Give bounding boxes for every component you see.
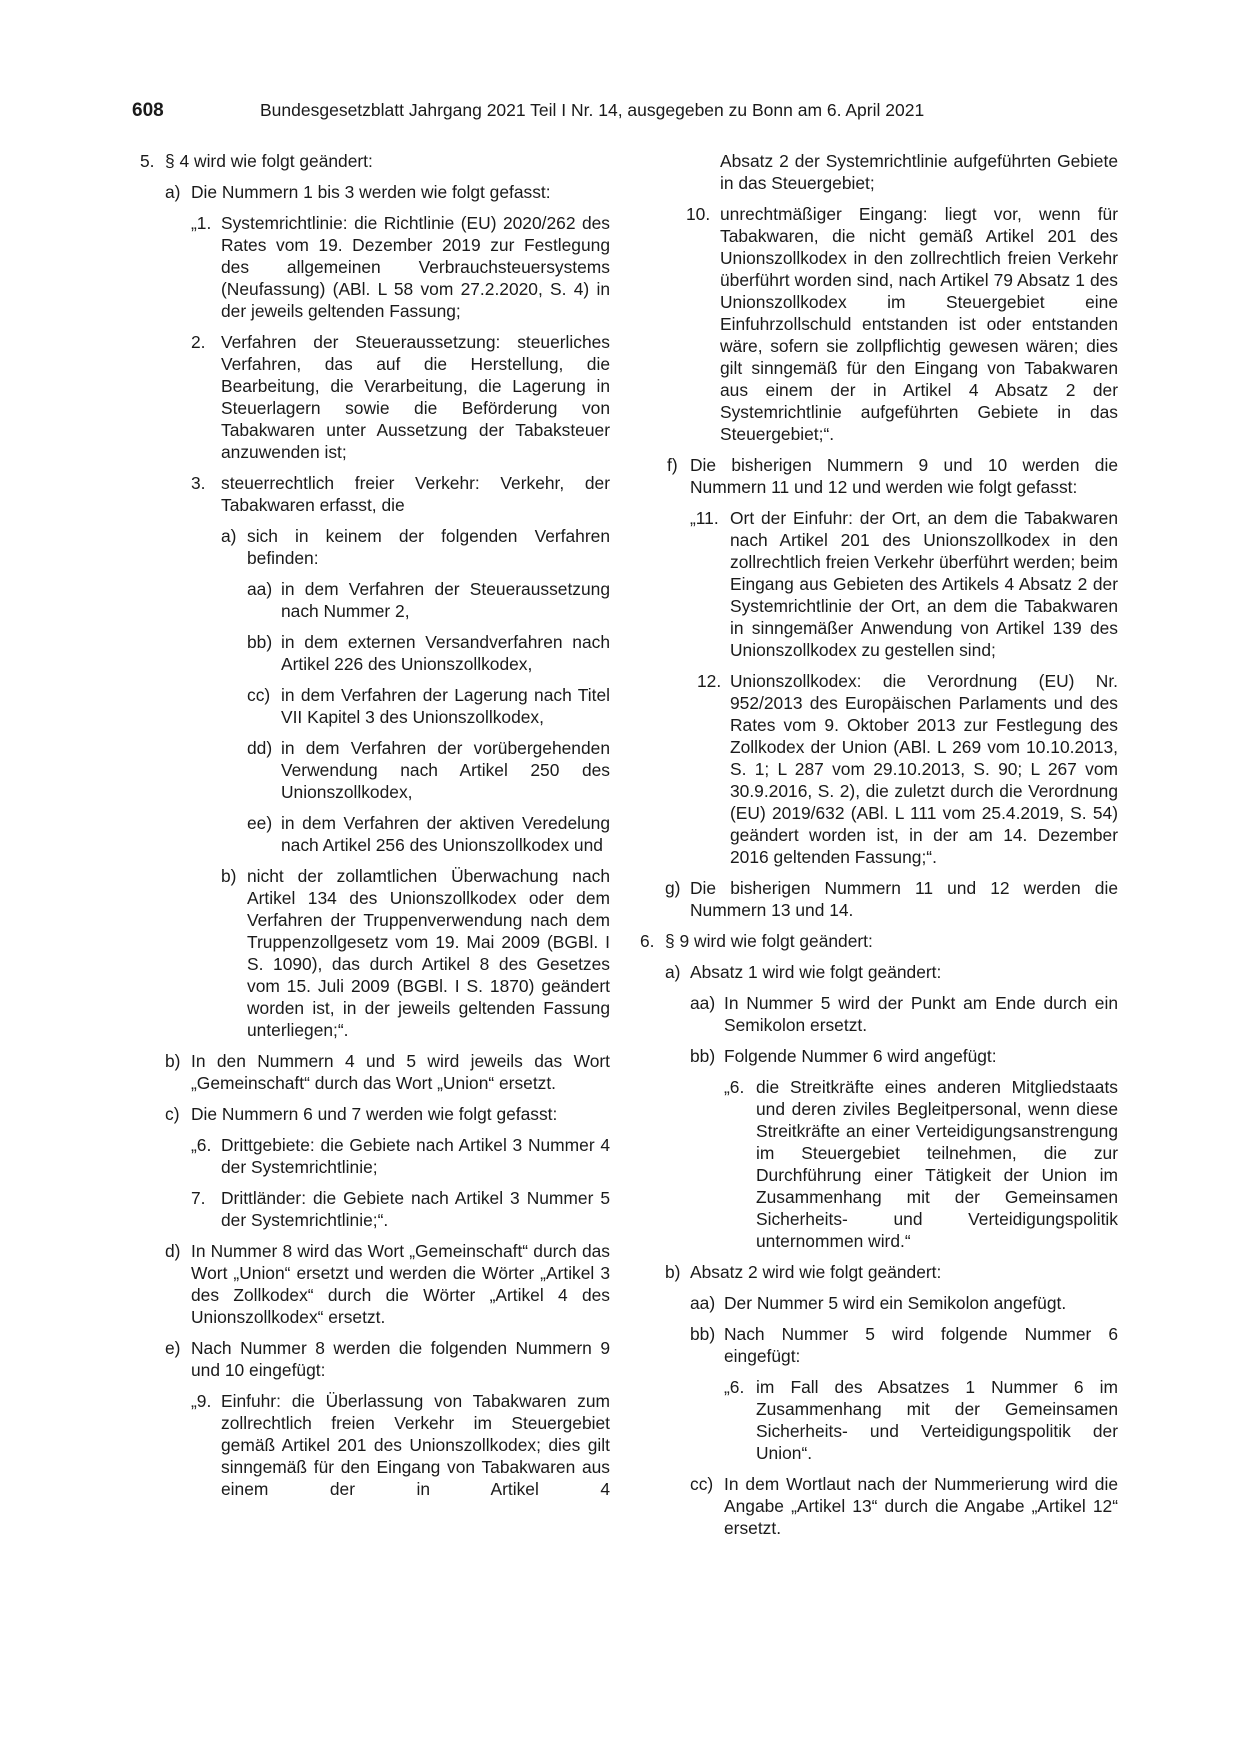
item-text: Nach Nummer 5 wird folgende Nummer 6 eingefügt: [724,1324,1118,1366]
list-item [140,578,610,622]
item-label: f) [667,455,678,475]
item-label: 6. [640,931,655,951]
item-text: in dem Verfahren der aktiven Veredelung nach Artikel 256 des Unionszollkodex und [281,813,610,855]
list-item [140,1134,610,1178]
item-label: b) [665,1262,681,1282]
item-text: in dem Verfahren der Steueraussetzung nach Nummer 2, [281,579,610,621]
item-text: § 9 wird wie folgt geändert: [665,931,873,951]
item-label: g) [665,878,681,898]
list-item [140,865,610,1041]
list-item [140,812,610,856]
item-label: cc) [247,685,271,705]
item-label: aa) [247,579,273,599]
item-text: Ort der Einfuhr: der Ort, an dem die Tabakwaren nach Artikel 201 des Unionszollkodex in den zollrechtlich freien Verkehr überführt werden; beim Eingang aus Gebieten des Artikels 4 Absatz 2 der Systemrichtlinie der Ort, an dem die Tabakwaren in sinngemäßer Anwendung von Artikel 139 des Unionszollkodex zu gestellen sind; [730,508,1118,660]
page-header [132,100,1110,126]
item-label: „1. [191,213,212,233]
list-item [140,525,610,569]
list-item [140,1337,610,1381]
list-item [646,1045,1118,1067]
item-text: In den Nummern 4 und 5 wird jeweils das Wort „Gemeinschaft“ durch das Wort „Union“ ersetzt. [191,1051,610,1093]
item-label: b) [221,866,237,886]
list-item [140,684,610,728]
list-item [646,877,1118,921]
item-text: in dem externen Versandverfahren nach Artikel 226 des Unionszollkodex, [281,632,610,674]
item-label: bb) [690,1324,716,1344]
item-text: Der Nummer 5 wird ein Semikolon angefügt. [724,1293,1067,1313]
item-label: c) [165,1104,180,1124]
item-text: die Streitkräfte eines anderen Mitgliedstaats und deren ziviles Begleitpersonal, wenn diese Streitkräfte an einer Verteidigungsanstrengung im Steuergebiet teilnehmen, die zur Durchführung einer Tätigkeit der Union im Zusammenhang mit der Gemeinsamen Sicherheits- und Verteidigungspolitik unternommen wird.“ [756,1077,1118,1251]
item-text: Verfahren der Steueraussetzung: steuerliches Verfahren, das auf die Herstellung, die Bearbeitung, die Verarbeitung, die Lagerung in Steuerlagern sowie die Beförderung von Tabakwaren unter Aussetzung der Tabaksteuer anzuwenden ist; [221,332,610,462]
item-label: e) [165,1338,181,1358]
list-item [140,181,610,203]
item-text: In Nummer 5 wird der Punkt am Ende durch ein Semikolon ersetzt. [724,993,1118,1035]
item-text: Nach Nummer 8 werden die folgenden Nummern 9 und 10 eingefügt: [191,1338,610,1380]
list-item [140,631,610,675]
list-item [140,212,610,322]
item-label: „9. [191,1391,212,1411]
item-label: aa) [690,1293,716,1313]
item-label: ee) [247,813,273,833]
item-text: Absatz 1 wird wie folgt geändert: [690,962,942,982]
item-label: aa) [690,993,716,1013]
item-text: in dem Verfahren der Lagerung nach Titel VII Kapitel 3 des Unionszollkodex, [281,685,610,727]
list-item [646,1076,1118,1252]
item-label: dd) [247,738,273,758]
item-text: steuerrechtlich freier Verkehr: Verkehr, der Tabakwaren erfasst, die [221,473,610,515]
item-label: cc) [690,1474,714,1494]
item-label: 10. [686,204,711,224]
list-item [646,203,1118,445]
item-label: „6. [724,1077,745,1097]
list-item [646,507,1118,661]
item-text: Die bisherigen Nummern 9 und 10 werden die Nummern 11 und 12 und werden wie folgt gefasst: [690,455,1118,497]
item-text: unrechtmäßiger Eingang: liegt vor, wenn für Tabakwaren, die nicht gemäß Artikel 201 des Unionszollkodex in den zollrechtlich freien Verkehr überführt worden sind, nach Artikel 79 Absatz 1 des Unionszollkodex im Steuergebiet eine Einfuhrzollschuld entstanden ist oder entstanden wäre, sofern sie zollpflichtig gewesen wären; dies gilt sinngemäß für den Eingang von Tabakwaren aus einem der in Artikel 4 Absatz 2 der Systemrichtlinie aufgeführten Gebiete in das Steuergebiet;“. [720,204,1118,444]
list-item [646,992,1118,1036]
item-label: „11. [690,508,719,528]
item-text: Die Nummern 1 bis 3 werden wie folgt gefasst: [191,182,551,202]
item-label: 12. [697,671,722,691]
item-label: a) [165,182,181,202]
list-item [646,670,1118,868]
item-label: 7. [191,1188,206,1208]
item-text: Einfuhr: die Überlassung von Tabakwaren zum zollrechtlich freien Verkehr im Steuergebiet gemäß Artikel 201 des Unionszollkodex; dies gilt sinngemäß für den Eingang von Tabakwaren aus einem der in Artikel 4 [221,1391,610,1499]
item-text: Folgende Nummer 6 wird angefügt: [724,1046,997,1066]
list-item [140,1187,610,1231]
item-label: 2. [191,332,206,352]
item-text: Drittgebiete: die Gebiete nach Artikel 3 Nummer 4 der Systemrichtlinie; [221,1135,610,1177]
list-item [646,1261,1118,1283]
item-text: Drittländer: die Gebiete nach Artikel 3 Nummer 5 der Systemrichtlinie;“. [221,1188,610,1230]
item-text: im Fall des Absatzes 1 Nummer 6 im Zusammenhang mit der Gemeinsamen Sicherheits- und Verteidigungspolitik der Union“. [756,1377,1118,1463]
item-label: 3. [191,473,206,493]
item-text: In Nummer 8 wird das Wort „Gemeinschaft“ durch das Wort „Union“ ersetzt und werden die Wörter „Artikel 3 des Zollkodex“ durch die Wörter „Artikel 4 des Unionszollkodex“ ersetzt. [191,1241,610,1327]
list-item [140,1103,610,1125]
list-item [640,930,1118,952]
item-label: a) [221,526,237,546]
item-label: d) [165,1241,181,1261]
item-text: § 4 wird wie folgt geändert: [165,151,373,171]
item-label: b) [165,1051,181,1071]
list-item [646,1323,1118,1367]
item-label: a) [665,962,681,982]
item-text: Unionszollkodex: die Verordnung (EU) Nr. 952/2013 des Europäischen Parlaments und des Rates vom 9. Oktober 2013 zur Festlegung des Zollkodex der Union (ABl. L 269 vom 10.10.2013, S. 1; L 287 vom 29.10.2013, S. 90; L 267 vom 30.9.2016, S. 2), die zuletzt durch die Verordnung (EU) 2019/632 (ABl. L 111 vom 25.4.2019, S. 54) geändert worden ist, in der am 14. Dezember 2016 geltenden Fassung;“. [730,671,1118,867]
item-text: In dem Wortlaut nach der Nummerierung wird die Angabe „Artikel 13“ durch die Angabe „Artikel 12“ ersetzt. [724,1474,1118,1538]
item-text: Die Nummern 6 und 7 werden wie folgt gefasst: [191,1104,558,1124]
list-item [140,1240,610,1328]
list-item [646,1376,1118,1464]
item-label: 5. [140,151,155,171]
item-text: in dem Verfahren der vorübergehenden Verwendung nach Artikel 250 des Unionszollkodex, [281,738,610,802]
item-label: „6. [191,1135,212,1155]
list-item [646,1473,1118,1539]
item-text: nicht der zollamtlichen Überwachung nach Artikel 134 des Unionszollkodex oder dem Verfahren der Truppenverwendung nach dem Truppenzollgesetz vom 19. Mai 2009 (BGBl. I S. 1090), das durch Artikel 8 des Gesetzes vom 15. Juli 2009 (BGBl. I S. 1870) geändert worden ist, in der jeweils geltenden Fassung unterliegen;“. [247,866,610,1040]
list-item [646,961,1118,983]
list-item [646,454,1118,498]
item-label: „6. [724,1377,745,1397]
right-column [640,150,1118,1548]
list-item-continued [646,150,1118,194]
item-text: Absatz 2 der Systemrichtlinie aufgeführten Gebiete in das Steuergebiet; [720,151,1118,193]
item-label: bb) [247,632,273,652]
page-number: 608 [132,100,164,121]
list-item [140,1390,610,1500]
item-text: Absatz 2 wird wie folgt geändert: [690,1262,942,1282]
item-text: Systemrichtlinie: die Richtlinie (EU) 2020/262 des Rates vom 19. Dezember 2019 zur Festlegung des allgemeinen Verbrauchsteuersystems (Neufassung) (ABl. L 58 vom 27.2.2020, S. 4) in der jeweils geltenden Fassung; [221,213,610,321]
gazette-title: Bundesgesetzblatt Jahrgang 2021 Teil I Nr. 14, ausgegeben zu Bonn am 6. April 2021 [260,100,925,120]
list-item [140,472,610,516]
list-item [646,1292,1118,1314]
list-item [140,1050,610,1094]
left-column [140,150,610,1509]
list-item [140,331,610,463]
list-item [140,150,610,172]
item-text: Die bisherigen Nummern 11 und 12 werden die Nummern 13 und 14. [690,878,1118,920]
list-item [140,737,610,803]
item-text: sich in keinem der folgenden Verfahren befinden: [247,526,610,568]
item-label: bb) [690,1046,716,1066]
